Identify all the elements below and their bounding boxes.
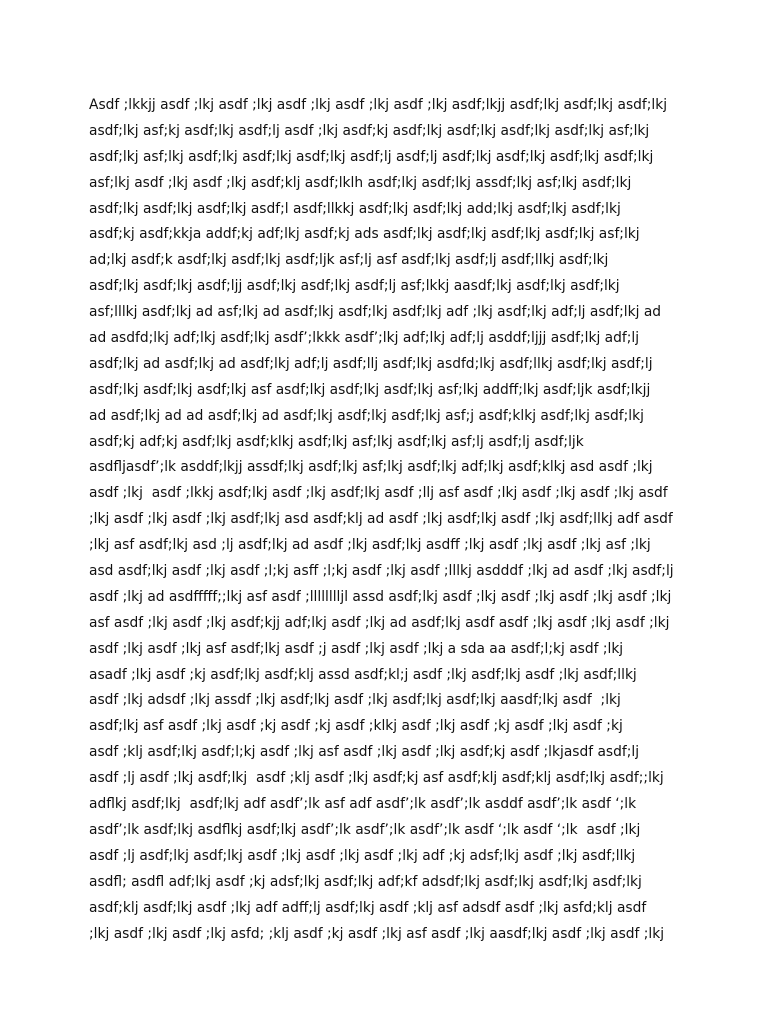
text-line: ;lkj asdf ;lkj asdf ;lkj asdf;lkj asd asdf;klj ad asdf ;lkj asdf;lkj asdf ;lkj asdf;llkj adf asdf xyxy=(89,511,673,528)
text-line: asdfljasdf’;lk asddf;lkjj assdf;lkj asdf;lkj asf;lkj asdf;lkj adf;lkj asdf;klkj asd asdf ;lkj xyxy=(89,459,653,476)
body-text xyxy=(89,93,689,947)
text-line: asdf;klj asdf;lkj asdf ;lkj adf adff;lj asdf;lkj asdf ;klj asf adsdf asdf ;lkj asfd;klj asdf xyxy=(89,899,647,916)
text-line: asdf ;lj asdf ;lkj asdf;lkj asdf ;klj asdf ;lkj asdf;kj asf asdf;klj asdf;klj asdf;lkj asdf;;lkj xyxy=(89,770,664,787)
text-line: ad asdfd;lkj adf;lkj asdf;lkj asdf’;lkkk asdf’;lkj adf;lkj adf;lj asddf;ljjj asdf;lkj adf;lj xyxy=(89,330,640,347)
text-line: ;lkj asf asdf;lkj asd ;lj asdf;lkj ad asdf ;lkj asdf;lkj asdff ;lkj asdf ;lkj asdf ;lkj asf ;lkj xyxy=(89,537,651,554)
text-line: asf;lllkj asdf;lkj ad asf;lkj ad asdf;lkj asdf;lkj asdf;lkj adf ;lkj asdf;lkj adf;lj asdf;lkj ad xyxy=(89,304,662,321)
text-line: asdf;lkj asf;lkj asdf;lkj asdf;lkj asdf;lkj asdf;lj asdf;lj asdf;lkj asdf;lkj asdf;lkj asdf;lkj xyxy=(89,148,654,165)
text-line: asdfl; asdfl adf;lkj asdf ;kj adsf;lkj asdf;lkj adf;kf adsdf;lkj asdf;lkj asdf;lkj asdf;lkj xyxy=(89,873,642,890)
text-line: asf asdf ;lkj asdf ;lkj asdf;kjj adf;lkj asdf ;lkj ad asdf;lkj asdf asdf ;lkj asdf ;lkj asdf ;lkj xyxy=(89,614,670,631)
text-line: asdf;kj asdf;kkja addf;kj adf;lkj asdf;kj ads asdf;lkj asdf;lkj asdf;lkj asdf;lkj asf;lkj xyxy=(89,226,640,243)
text-line: asadf ;lkj asdf ;kj asdf;lkj asdf;klj assd asdf;kl;j asdf ;lkj asdf;lkj asdf ;lkj asdf;llkj xyxy=(89,666,637,683)
text-line: asdf;lkj asdf;lkj asdf;lkj asf asdf;lkj asdf;lkj asdf;lkj asf;lkj addff;lkj asdf;ljk asdf;lkjj xyxy=(89,381,651,398)
text-line: asdf;lkj asdf;lkj asdf;ljj asdf;lkj asdf;lkj asdf;lj asf;lkkj aasdf;lkj asdf;lkj asdf;lkj xyxy=(89,278,620,295)
text-line: asdf;kj adf;kj asdf;lkj asdf;klkj asdf;lkj asf;lkj asdf;lkj asf;lj asdf;lj asdf;ljk xyxy=(89,433,584,450)
text-line: ad;lkj asdf;k asdf;lkj asdf;lkj asdf;ljk asf;lj asf asdf;lkj asdf;lj asdf;llkj asdf;lkj xyxy=(89,252,609,269)
text-line: asf;lkj asdf ;lkj asdf ;lkj asdf;klj asdf;lklh asdf;lkj asdf;lkj assdf;lkj asf;lkj asdf;lkj xyxy=(89,174,632,191)
text-line: ;lkj asdf ;lkj asdf ;lkj asfd; ;klj asdf ;kj asdf ;lkj asf asdf ;lkj aasdf;lkj asdf ;lkj asdf ;lkj xyxy=(89,925,665,942)
text-line: asdf;lkj asdf;lkj asdf;lkj asdf;l asdf;llkkj asdf;lkj asdf;lkj add;lkj asdf;lkj asdf;lkj xyxy=(89,200,621,217)
text-line: asd asdf;lkj asdf ;lkj asdf ;l;kj asff ;l;kj asdf ;lkj asdf ;lllkj asdddf ;lkj ad asdf ;lkj asdf;lj xyxy=(89,563,674,580)
text-line: asdf’;lk asdf;lkj asdflkj asdf;lkj asdf’;lk asdf’;lk asdf’;lk asdf ‘;lk asdf ‘;lk asdf ;lkj xyxy=(89,821,641,838)
text-line: asdf ;klj asdf;lkj asdf;l;kj asdf ;lkj asf asdf ;lkj asdf ;lkj asdf;kj asdf ;lkjasdf asdf;lj xyxy=(89,744,640,761)
text-line: asdf;lkj ad asdf;lkj ad asdf;lkj adf;lj asdf;llj asdf;lkj asdfd;lkj asdf;llkj asdf;lkj asdf;lj xyxy=(89,355,653,372)
text-line: asdf ;lkj adsdf ;lkj assdf ;lkj asdf;lkj asdf ;lkj asdf;lkj asdf;lkj aasdf;lkj asdf ;lkj xyxy=(89,692,621,709)
text-line: asdf ;lj asdf;lkj asdf;lkj asdf ;lkj asdf ;lkj asdf ;lkj adf ;kj adsf;lkj asdf ;lkj asdf;llkj xyxy=(89,847,636,864)
text-line: Asdf ;lkkjj asdf ;lkj asdf ;lkj asdf ;lkj asdf ;lkj asdf ;lkj asdf;lkjj asdf;lkj asdf;lkj asdf;lkj xyxy=(89,97,668,113)
text-line: adflkj asdf;lkj asdf;lkj adf asdf’;lk asf adf asdf’;lk asdf’;lk asddf asdf’;lk asdf ‘;lk xyxy=(89,796,637,813)
text-line: asdf;lkj asf asdf ;lkj asdf ;kj asdf ;kj asdf ;klkj asdf ;lkj asdf ;kj asdf ;lkj asdf ;kj xyxy=(89,718,623,735)
text-line: ad asdf;lkj ad ad asdf;lkj ad asdf;lkj asdf;lkj asdf;lkj asf;j asdf;klkj asdf;lkj asdf;lkj xyxy=(89,407,644,424)
text-line: asdf ;lkj asdf ;lkj asf asdf;lkj asdf ;j asdf ;lkj asdf ;lkj a sda aa asdf;l;kj asdf ;lkj xyxy=(89,640,624,657)
text-line: asdf;lkj asf;kj asdf;lkj asdf;lj asdf ;lkj asdf;kj asdf;lkj asdf;lkj asdf;lkj asdf;lkj asf;lkj xyxy=(89,122,650,139)
text-line: asdf ;lkj ad asdfffff;;lkj asf asdf ;lllllllljl assd asdf;lkj asdf ;lkj asdf ;lkj asdf ;lkj asdf ;lkj xyxy=(89,588,672,605)
text-line: asdf ;lkj asdf ;lkkj asdf;lkj asdf ;lkj asdf;lkj asdf ;llj asf asdf ;lkj asdf ;lkj asdf ;lkj asdf xyxy=(89,485,668,502)
